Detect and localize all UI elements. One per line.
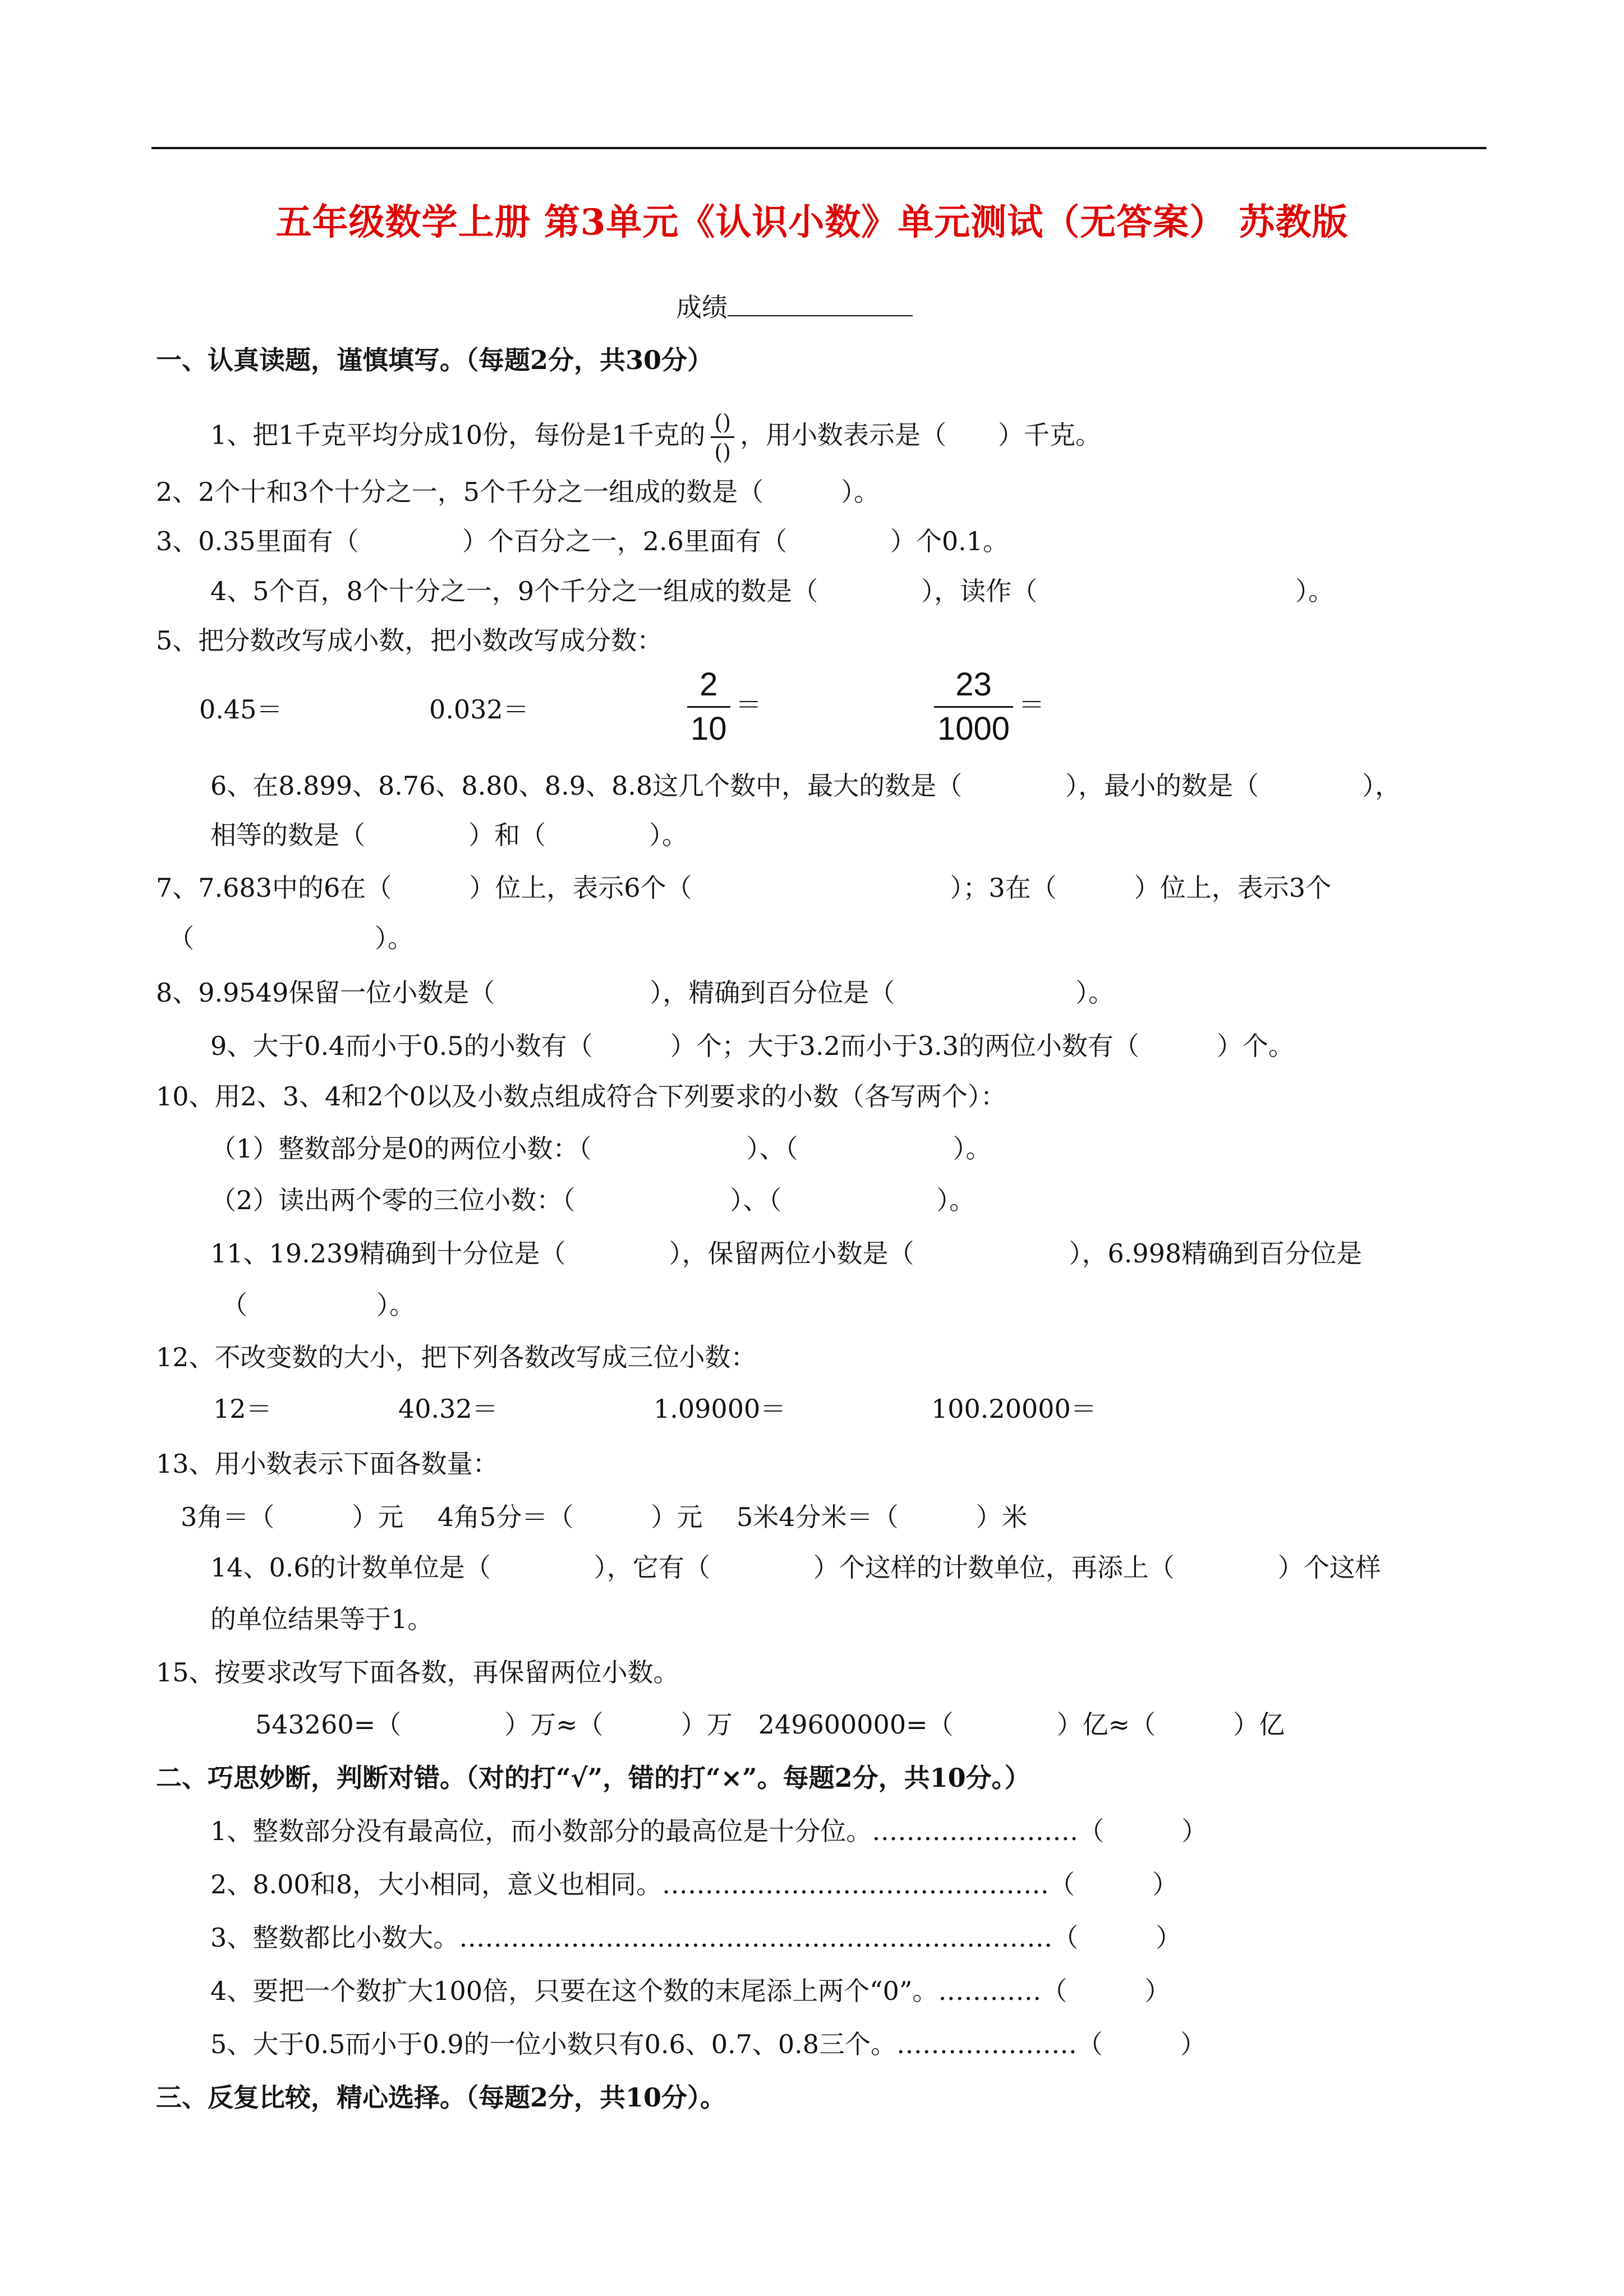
score-label: 成绩 — [676, 292, 728, 322]
q5-item-c — [682, 665, 762, 749]
question-3: 3、0.35里面有（ ）个百分之一，2.6里面有（ ）个0.1。 — [156, 526, 1009, 556]
q5-item-b: 0.032＝ — [429, 694, 529, 725]
question-5: 5、把分数改写成小数，把小数改写成分数： — [156, 625, 663, 656]
fraction-bar — [934, 706, 1013, 708]
question-13: 13、用小数表示下面各数量： — [156, 1449, 499, 1479]
top-rule — [151, 147, 1487, 149]
page-title: 五年级数学上册 第3单元《认识小数》单元测试（无答案） 苏教版 — [275, 201, 1349, 243]
question-10-2: （2）读出两个零的三位小数：（ ）、（ ）。 — [210, 1185, 976, 1215]
question-14: 14、0.6的计数单位是（ ），它有（ ）个这样的计数单位，再添上（ ）个这样 — [210, 1552, 1381, 1583]
judge-item-1: 1、整数部分没有最高位，而小数部分的最高位是十分位。……………………（ ） — [210, 1816, 1208, 1846]
question-10-1: （1）整数部分是0的两位小数：（ ）、（ ）。 — [210, 1133, 992, 1164]
q5-item-d — [928, 665, 1045, 749]
question-6-cont: 相等的数是（ ）和（ ）。 — [210, 820, 688, 850]
q12-item-a: 12＝ — [213, 1394, 272, 1424]
question-4: 4、5个百，8个十分之一，9个千分之一组成的数是（ ），读作（ ）。 — [210, 576, 1335, 606]
q5-item-a: 0.45＝ — [199, 694, 283, 725]
question-10: 10、用2、3、4和2个0以及小数点组成符合下列要求的小数（各写两个）： — [156, 1081, 1006, 1112]
section3-heading: 三、反复比较，精心选择。（每题2分，共10分）。 — [156, 2082, 726, 2113]
question-11-cont: （ ）。 — [222, 1290, 415, 1320]
q1-fraction — [711, 409, 734, 465]
judge-item-3: 3、整数都比小数大。……………………………………………………………（ ） — [210, 1922, 1182, 1953]
question-8: 8、9.9549保留一位小数是（ ），精确到百分位是（ ）。 — [156, 978, 1115, 1008]
q5-c-equals: ＝ — [735, 689, 762, 720]
q12-item-c: 1.09000＝ — [654, 1394, 786, 1424]
q5-d-fraction — [934, 665, 1013, 749]
q1-frac-num: () — [714, 410, 731, 435]
question-9: 9、大于0.4而小于0.5的小数有（ ）个；大于3.2而小于3.3的两位小数有（ ）个。 — [210, 1031, 1294, 1061]
q1-text: 1、把1千克平均分成10份，每份是1千克的 — [210, 419, 706, 450]
fraction-bar — [687, 706, 730, 708]
q12-item-d: 100.20000＝ — [931, 1394, 1097, 1424]
score-blank[interactable] — [728, 291, 913, 316]
q5-c-num: 2 — [700, 666, 718, 703]
section2-heading: 二、巧思妙断，判断对错。（对的打“√”，错的打“×”。每题2分，共10分。） — [156, 1763, 1030, 1793]
judge-item-4: 4、要把一个数扩大100倍，只要在这个数的末尾添上两个“0”。…………（ ） — [210, 1976, 1171, 2006]
question-15: 15、按要求改写下面各数，再保留两位小数。 — [156, 1657, 679, 1688]
q5-d-equals: ＝ — [1019, 689, 1045, 720]
q5-c-den: 10 — [691, 711, 727, 747]
q5-d-den: 1000 — [937, 711, 1010, 747]
judge-item-2: 2、8.00和8，大小相同，意义也相同。………………………………………（ ） — [210, 1869, 1178, 1899]
question-13-items: 3角＝（ ）元 4角5分＝（ ）元 5米4分米＝（ ）米 — [181, 1502, 1028, 1532]
q1-frac-den: () — [714, 440, 731, 464]
question-1 — [210, 409, 1101, 465]
judge-item-5: 5、大于0.5而小于0.9的一位小数只有0.6、0.7、0.8三个。…………………（ ） — [210, 2029, 1207, 2059]
question-12: 12、不改变数的大小，把下列各数改写成三位小数： — [156, 1342, 757, 1372]
question-6: 6、在8.899、8.76、8.80、8.9、8.8这几个数中，最大的数是（ ），最小的数是（ ）， — [210, 771, 1401, 801]
q5-c-fraction — [687, 665, 730, 749]
q12-item-b: 40.32＝ — [398, 1394, 498, 1424]
question-15-items: 543260=（ ）万≈（ ）万 249600000=（ ）亿≈（ ）亿 — [255, 1709, 1285, 1740]
score-line — [676, 291, 913, 324]
question-14-cont: 的单位结果等于1。 — [210, 1604, 434, 1634]
question-7-cont: （ ）。 — [168, 923, 413, 953]
q1-text-after: ，用小数表示是（ ）千克。 — [740, 419, 1101, 450]
question-2: 2、2个十和3个十分之一，5个千分之一组成的数是（ ）。 — [156, 477, 880, 507]
question-7: 7、7.683中的6在（ ）位上，表示6个（ ）；3在（ ）位上，表示3个 — [156, 873, 1332, 903]
question-11: 11、19.239精确到十分位是（ ），保留两位小数是（ ），6.998精确到百分位是 — [210, 1238, 1363, 1269]
fraction-bar — [711, 436, 734, 438]
section1-heading: 一、认真读题，谨慎填写。（每题2分，共30分） — [156, 345, 714, 375]
q5-d-num: 23 — [955, 666, 992, 703]
